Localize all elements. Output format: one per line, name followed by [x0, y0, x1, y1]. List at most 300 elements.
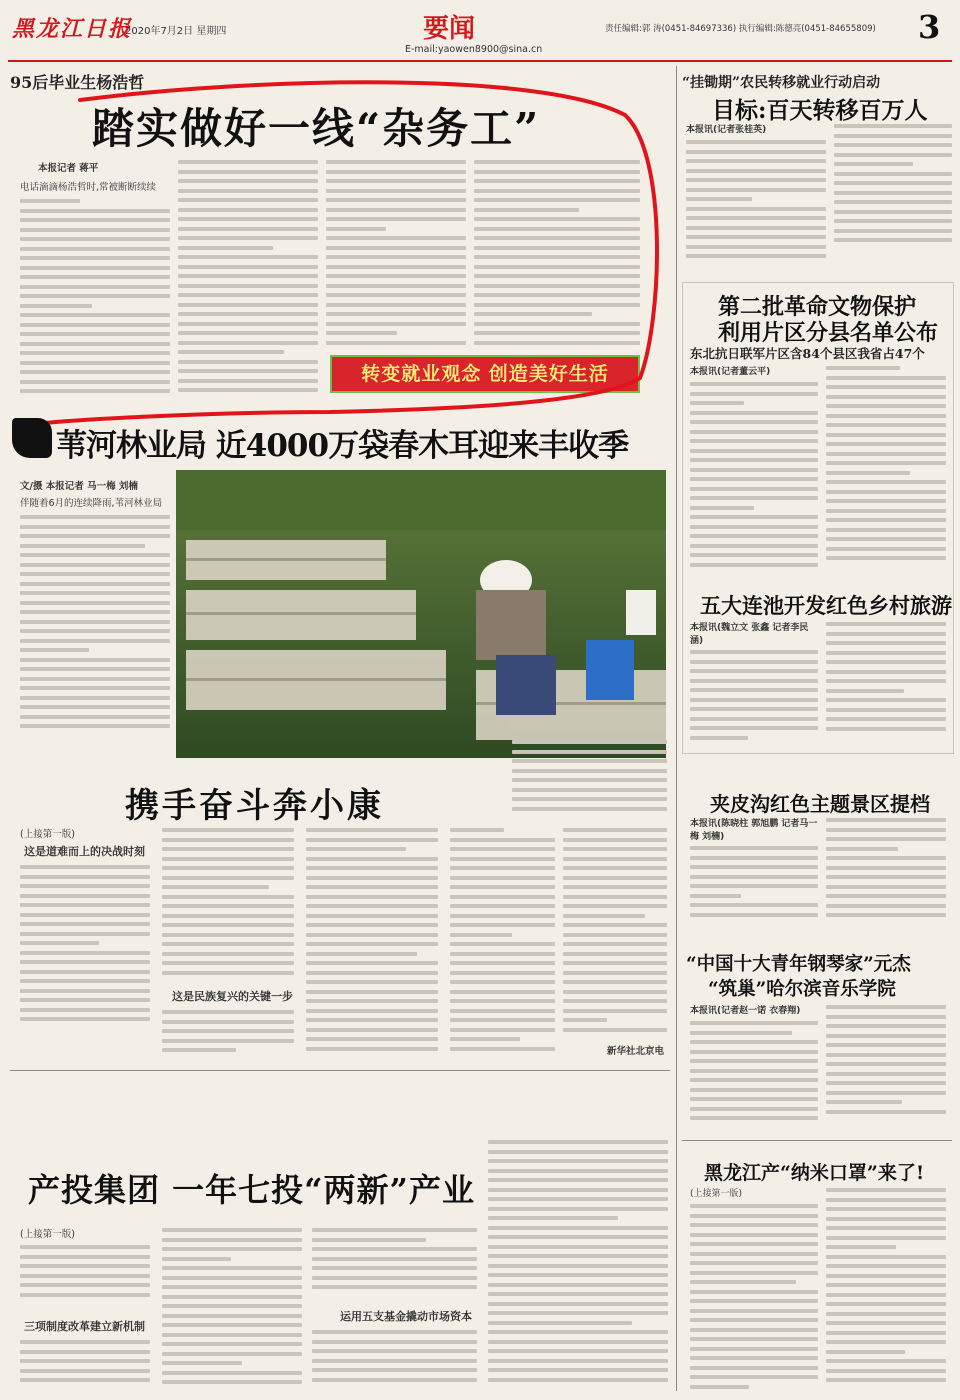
text-line-placeholder: [690, 1069, 818, 1073]
right-column-divider: [676, 66, 677, 1391]
text-line-placeholder: [162, 952, 294, 956]
text-line-placeholder: [563, 1018, 607, 1022]
text-line-placeholder: [20, 894, 150, 898]
text-line-placeholder: [690, 1204, 818, 1208]
r6-cont: (上接第一版): [690, 1189, 743, 1199]
text-line-placeholder: [563, 1028, 667, 1032]
text-line-placeholder: [20, 696, 170, 700]
text-line-placeholder: [20, 1350, 150, 1354]
text-line-placeholder: [162, 847, 294, 851]
text-line-placeholder: [826, 1245, 896, 1249]
text-line-placeholder: [690, 1078, 818, 1082]
text-line-placeholder: [488, 1349, 668, 1353]
text-line-placeholder: [834, 229, 952, 233]
text-line-placeholder: [563, 942, 667, 946]
text-line-placeholder: [20, 591, 170, 595]
text-line-placeholder: [826, 1062, 946, 1066]
text-line-placeholder: [563, 990, 667, 994]
text-line-placeholder: [306, 1028, 438, 1032]
text-line-placeholder: [20, 913, 150, 917]
text-line-placeholder: [450, 961, 555, 965]
text-line-placeholder: [162, 971, 294, 975]
text-line-placeholder: [686, 216, 826, 220]
text-line-placeholder: [312, 1285, 477, 1289]
text-line-placeholder: [306, 999, 438, 1003]
text-line-placeholder: [834, 134, 952, 138]
text-line-placeholder: [20, 1264, 150, 1268]
text-line-placeholder: [162, 1352, 302, 1356]
text-line-placeholder: [826, 1359, 946, 1363]
text-line-placeholder: [690, 1366, 818, 1370]
text-line-placeholder: [826, 1226, 946, 1230]
text-line-placeholder: [20, 865, 150, 869]
text-line-placeholder: [162, 1342, 302, 1346]
story2-byline: 文/摄 本报记者 马一梅 刘楠: [20, 481, 138, 492]
text-line-placeholder: [826, 1100, 902, 1104]
text-line-placeholder: [690, 1261, 818, 1265]
text-line-placeholder: [488, 1226, 668, 1230]
story2-text-col: [20, 515, 170, 740]
story3-col4: [450, 828, 555, 1058]
text-line-placeholder: [826, 480, 946, 484]
story3-cont: (上接第一版): [20, 829, 75, 840]
text-line-placeholder: [826, 1207, 946, 1211]
text-line-placeholder: [690, 865, 818, 869]
text-line-placeholder: [686, 254, 826, 258]
text-line-placeholder: [690, 1223, 818, 1227]
text-line-placeholder: [162, 1295, 302, 1299]
text-line-placeholder: [826, 670, 946, 674]
text-line-placeholder: [826, 1274, 946, 1278]
text-line-placeholder: [563, 838, 667, 842]
text-line-placeholder: [20, 686, 170, 690]
text-line-placeholder: [563, 876, 667, 880]
text-line-placeholder: [450, 857, 555, 861]
text-line-placeholder: [20, 1017, 150, 1021]
text-line-placeholder: [834, 172, 952, 176]
text-line-placeholder: [563, 1009, 667, 1013]
text-line-placeholder: [690, 1375, 818, 1379]
text-line-placeholder: [826, 376, 946, 380]
text-line-placeholder: [450, 1037, 520, 1041]
text-line-placeholder: [826, 1340, 946, 1344]
text-line-placeholder: [312, 1340, 477, 1344]
text-line-placeholder: [306, 828, 438, 832]
text-line-placeholder: [834, 181, 952, 185]
text-line-placeholder: [563, 885, 667, 889]
text-line-placeholder: [834, 124, 952, 128]
text-line-placeholder: [826, 366, 900, 370]
text-line-placeholder: [162, 857, 294, 861]
text-line-placeholder: [306, 1018, 438, 1022]
text-line-placeholder: [20, 601, 170, 605]
r3-col1: [690, 650, 818, 745]
text-line-placeholder: [690, 430, 818, 434]
text-line-placeholder: [826, 1024, 946, 1028]
text-line-placeholder: [690, 1242, 818, 1246]
text-line-placeholder: [834, 191, 952, 195]
text-line-placeholder: [20, 705, 170, 709]
text-line-placeholder: [20, 932, 150, 936]
text-line-placeholder: [162, 1238, 302, 1242]
text-line-placeholder: [690, 1347, 818, 1351]
text-line-placeholder: [162, 1029, 294, 1033]
text-line-placeholder: [306, 942, 438, 946]
text-line-placeholder: [306, 876, 438, 880]
text-line-placeholder: [488, 1273, 668, 1277]
r2-col2: [826, 366, 946, 571]
text-line-placeholder: [690, 468, 818, 472]
text-line-placeholder: [826, 537, 946, 541]
page-number: 3: [918, 8, 941, 46]
text-line-placeholder: [312, 1228, 477, 1232]
text-line-placeholder: [20, 979, 150, 983]
text-line-placeholder: [826, 818, 946, 822]
text-line-placeholder: [826, 679, 946, 683]
text-line-placeholder: [826, 1312, 946, 1316]
text-line-placeholder: [826, 1217, 946, 1221]
text-line-placeholder: [20, 903, 150, 907]
text-line-placeholder: [488, 1283, 668, 1287]
text-line-placeholder: [690, 1021, 818, 1025]
text-line-placeholder: [690, 856, 818, 860]
r2-headline-line2: 利用片区分县名单公布: [718, 320, 939, 346]
text-line-placeholder: [826, 904, 946, 908]
text-line-placeholder: [306, 1009, 438, 1013]
text-line-placeholder: [690, 894, 741, 898]
red-ink-annotation-icon: [0, 60, 680, 440]
text-line-placeholder: [690, 660, 818, 664]
text-line-placeholder: [686, 178, 826, 182]
text-line-placeholder: [450, 1028, 555, 1032]
text-line-placeholder: [306, 1037, 438, 1041]
text-line-placeholder: [826, 471, 910, 475]
text-line-placeholder: [826, 1302, 946, 1306]
text-line-placeholder: [20, 989, 150, 993]
text-line-placeholder: [162, 1333, 302, 1337]
text-line-placeholder: [690, 525, 818, 529]
story4-col3: [312, 1228, 477, 1298]
text-line-placeholder: [690, 1309, 818, 1313]
text-line-placeholder: [563, 980, 667, 984]
text-line-placeholder: [690, 1107, 818, 1111]
text-line-placeholder: [826, 518, 946, 522]
r5-headline-line2: “筑巢”哈尔滨音乐学院: [708, 979, 896, 1000]
text-line-placeholder: [162, 1371, 302, 1375]
text-line-placeholder: [306, 895, 438, 899]
text-line-placeholder: [20, 667, 170, 671]
text-line-placeholder: [826, 1236, 946, 1240]
text-line-placeholder: [690, 679, 818, 683]
text-line-placeholder: [512, 759, 667, 763]
text-line-placeholder: [450, 904, 555, 908]
text-line-placeholder: [826, 828, 946, 832]
text-line-placeholder: [826, 1005, 946, 1009]
r6-col2: [826, 1188, 946, 1394]
text-line-placeholder: [20, 658, 170, 662]
story3-col2b: [162, 1010, 294, 1058]
text-line-placeholder: [690, 913, 818, 917]
story2-headline: 苇河林业局 近4000万袋春木耳迎来丰收季: [56, 428, 629, 464]
text-line-placeholder: [450, 933, 512, 937]
text-line-placeholder: [690, 1031, 792, 1035]
text-line-placeholder: [20, 875, 150, 879]
text-line-placeholder: [826, 837, 946, 841]
text-line-placeholder: [488, 1378, 668, 1382]
r1-kicker: “挂锄期”农民转移就业行动启动: [682, 75, 881, 91]
text-line-placeholder: [690, 903, 818, 907]
text-line-placeholder: [826, 1043, 946, 1047]
text-line-placeholder: [826, 1188, 946, 1192]
section-name: 要闻: [423, 14, 476, 44]
text-line-placeholder: [162, 1010, 294, 1014]
text-line-placeholder: [20, 715, 170, 719]
text-line-placeholder: [826, 414, 946, 418]
text-line-placeholder: [20, 1340, 150, 1344]
text-line-placeholder: [306, 885, 438, 889]
story4-col2: [162, 1228, 302, 1395]
issue-date: 2020年7月2日 星期四: [125, 26, 227, 37]
text-line-placeholder: [162, 942, 294, 946]
text-line-placeholder: [20, 629, 170, 633]
text-line-placeholder: [690, 1252, 818, 1256]
text-line-placeholder: [826, 847, 898, 851]
text-line-placeholder: [20, 610, 170, 614]
text-line-placeholder: [488, 1311, 668, 1315]
text-line-placeholder: [488, 1216, 618, 1220]
r3-col2: [826, 622, 946, 745]
text-line-placeholder: [20, 582, 170, 586]
text-line-placeholder: [512, 788, 667, 792]
text-line-placeholder: [826, 885, 946, 889]
text-line-placeholder: [488, 1140, 668, 1144]
r3-byline: 本报讯(魏立文 张鑫 记者李民涵): [690, 623, 809, 646]
story1-headline: 踏实做好一线“杂务工”: [92, 104, 541, 153]
text-line-placeholder: [826, 1053, 946, 1057]
text-line-placeholder: [20, 1008, 150, 1012]
text-line-placeholder: [826, 1331, 946, 1335]
text-line-placeholder: [826, 698, 946, 702]
text-line-placeholder: [563, 961, 667, 965]
text-line-placeholder: [563, 866, 667, 870]
story4-col1b: [20, 1340, 150, 1395]
r1-byline: 本报讯(记者张桂英): [686, 125, 767, 135]
text-line-placeholder: [450, 942, 555, 946]
text-line-placeholder: [450, 895, 555, 899]
text-line-placeholder: [306, 866, 438, 870]
text-line-placeholder: [512, 769, 667, 773]
text-line-placeholder: [312, 1359, 477, 1363]
r2-col1: [690, 382, 818, 572]
text-line-placeholder: [162, 933, 294, 937]
text-line-placeholder: [826, 423, 946, 427]
photo-illustration: [176, 470, 666, 758]
text-line-placeholder: [20, 960, 150, 964]
text-line-placeholder: [306, 971, 438, 975]
text-line-placeholder: [826, 1293, 946, 1297]
text-line-placeholder: [306, 952, 417, 956]
text-line-placeholder: [690, 401, 744, 405]
text-line-placeholder: [690, 1088, 818, 1092]
text-line-placeholder: [834, 153, 952, 157]
text-line-placeholder: [450, 1009, 555, 1013]
text-line-placeholder: [690, 411, 818, 415]
text-line-placeholder: [20, 620, 170, 624]
text-line-placeholder: [826, 651, 946, 655]
text-line-placeholder: [690, 669, 818, 673]
text-line-placeholder: [162, 885, 269, 889]
text-line-placeholder: [450, 923, 555, 927]
text-line-placeholder: [834, 219, 952, 223]
text-line-placeholder: [162, 866, 294, 870]
text-line-placeholder: [690, 553, 818, 557]
r1-col2: [834, 124, 952, 254]
text-line-placeholder: [563, 923, 667, 927]
text-line-placeholder: [690, 1337, 818, 1341]
text-line-placeholder: [563, 904, 667, 908]
text-line-placeholder: [162, 876, 294, 880]
text-line-placeholder: [826, 452, 946, 456]
text-line-placeholder: [826, 547, 946, 551]
text-line-placeholder: [834, 238, 952, 242]
text-line-placeholder: [690, 449, 818, 453]
text-line-placeholder: [826, 1072, 946, 1076]
r4-headline: 夹皮沟红色主题景区提档: [710, 792, 930, 816]
story2-black-brush: [12, 418, 52, 458]
text-line-placeholder: [826, 556, 946, 560]
text-line-placeholder: [20, 515, 170, 519]
text-line-placeholder: [20, 1359, 150, 1363]
text-line-placeholder: [20, 724, 170, 728]
text-line-placeholder: [20, 544, 145, 548]
text-line-placeholder: [690, 1290, 818, 1294]
text-line-placeholder: [563, 999, 667, 1003]
text-line-placeholder: [488, 1150, 668, 1154]
text-line-placeholder: [162, 1048, 236, 1052]
text-line-placeholder: [488, 1235, 668, 1239]
text-line-placeholder: [20, 1255, 150, 1259]
text-line-placeholder: [690, 884, 818, 888]
text-line-placeholder: [450, 828, 504, 832]
text-line-placeholder: [512, 740, 667, 744]
masthead: [0, 0, 960, 62]
text-line-placeholder: [488, 1159, 668, 1163]
text-line-placeholder: [312, 1378, 477, 1382]
text-line-placeholder: [162, 1266, 302, 1270]
text-line-placeholder: [686, 159, 826, 163]
story1-byline: 本报记者 蒋平: [38, 163, 99, 174]
r3-headline: 五大连池开发红色乡村旅游: [700, 593, 952, 618]
text-line-placeholder: [686, 169, 826, 173]
text-line-placeholder: [488, 1321, 632, 1325]
text-line-placeholder: [690, 1356, 818, 1360]
story3-source: 新华社北京电: [607, 1046, 665, 1057]
text-line-placeholder: [162, 1323, 302, 1327]
text-line-placeholder: [488, 1302, 668, 1306]
text-line-placeholder: [306, 923, 438, 927]
text-line-placeholder: [826, 442, 946, 446]
text-line-placeholder: [690, 1214, 818, 1218]
text-line-placeholder: [162, 1304, 302, 1308]
text-line-placeholder: [690, 1050, 818, 1054]
text-line-placeholder: [20, 534, 170, 538]
text-line-placeholder: [563, 914, 645, 918]
text-line-placeholder: [563, 933, 667, 937]
text-line-placeholder: [826, 866, 946, 870]
text-line-placeholder: [826, 1015, 946, 1019]
text-line-placeholder: [162, 1380, 302, 1384]
text-line-placeholder: [162, 1228, 302, 1232]
story3-col5: [563, 828, 667, 1043]
text-line-placeholder: [690, 420, 818, 424]
story4-col1: [20, 1245, 150, 1305]
text-line-placeholder: [690, 544, 818, 548]
text-line-placeholder: [450, 952, 555, 956]
text-line-placeholder: [690, 1233, 818, 1237]
text-line-placeholder: [690, 1280, 796, 1284]
text-line-placeholder: [312, 1247, 477, 1251]
story1-lead: 电话滴滴杨浩哲时,常被断断续续: [20, 182, 157, 193]
text-line-placeholder: [826, 395, 946, 399]
text-line-placeholder: [488, 1330, 668, 1334]
text-line-placeholder: [826, 1369, 946, 1373]
text-line-placeholder: [162, 1276, 302, 1280]
text-line-placeholder: [306, 933, 438, 937]
story2-lead: 伴随着6月的连续降雨,苇河林业局: [20, 498, 163, 509]
text-line-placeholder: [162, 828, 294, 832]
text-line-placeholder: [488, 1368, 668, 1372]
text-line-placeholder: [312, 1349, 477, 1353]
text-line-placeholder: [690, 1385, 749, 1389]
story4-rule: [10, 1070, 670, 1071]
text-line-placeholder: [20, 884, 150, 888]
text-line-placeholder: [826, 689, 904, 693]
text-line-placeholder: [826, 461, 946, 465]
text-line-placeholder: [450, 885, 555, 889]
text-line-placeholder: [162, 1039, 294, 1043]
text-line-placeholder: [826, 641, 946, 645]
text-line-placeholder: [690, 707, 818, 711]
text-line-placeholder: [826, 1198, 946, 1202]
text-line-placeholder: [690, 650, 818, 654]
text-line-placeholder: [563, 895, 667, 899]
text-line-placeholder: [312, 1238, 426, 1242]
story4-sub2: 运用五支基金撬动市场资本: [340, 1310, 472, 1323]
text-line-placeholder: [690, 477, 818, 481]
text-line-placeholder: [826, 913, 946, 917]
r5-headline-line1: “中国十大青年钢琴家”元杰: [686, 954, 911, 975]
text-line-placeholder: [834, 200, 952, 204]
text-line-placeholder: [450, 876, 555, 880]
text-line-placeholder: [690, 439, 818, 443]
text-line-placeholder: [826, 433, 946, 437]
text-line-placeholder: [826, 404, 946, 408]
text-line-placeholder: [312, 1368, 477, 1372]
text-line-placeholder: [20, 998, 150, 1002]
text-line-placeholder: [20, 1245, 150, 1249]
text-line-placeholder: [20, 563, 170, 567]
text-line-placeholder: [20, 572, 170, 576]
text-line-placeholder: [686, 188, 826, 192]
r1-headline: 目标:百天转移百万人: [712, 97, 928, 124]
text-line-placeholder: [450, 999, 555, 1003]
text-line-placeholder: [826, 1081, 946, 1085]
text-line-placeholder: [826, 1091, 946, 1095]
text-line-placeholder: [690, 1318, 818, 1322]
text-line-placeholder: [686, 226, 826, 230]
text-line-placeholder: [450, 847, 555, 851]
text-line-placeholder: [162, 904, 294, 908]
